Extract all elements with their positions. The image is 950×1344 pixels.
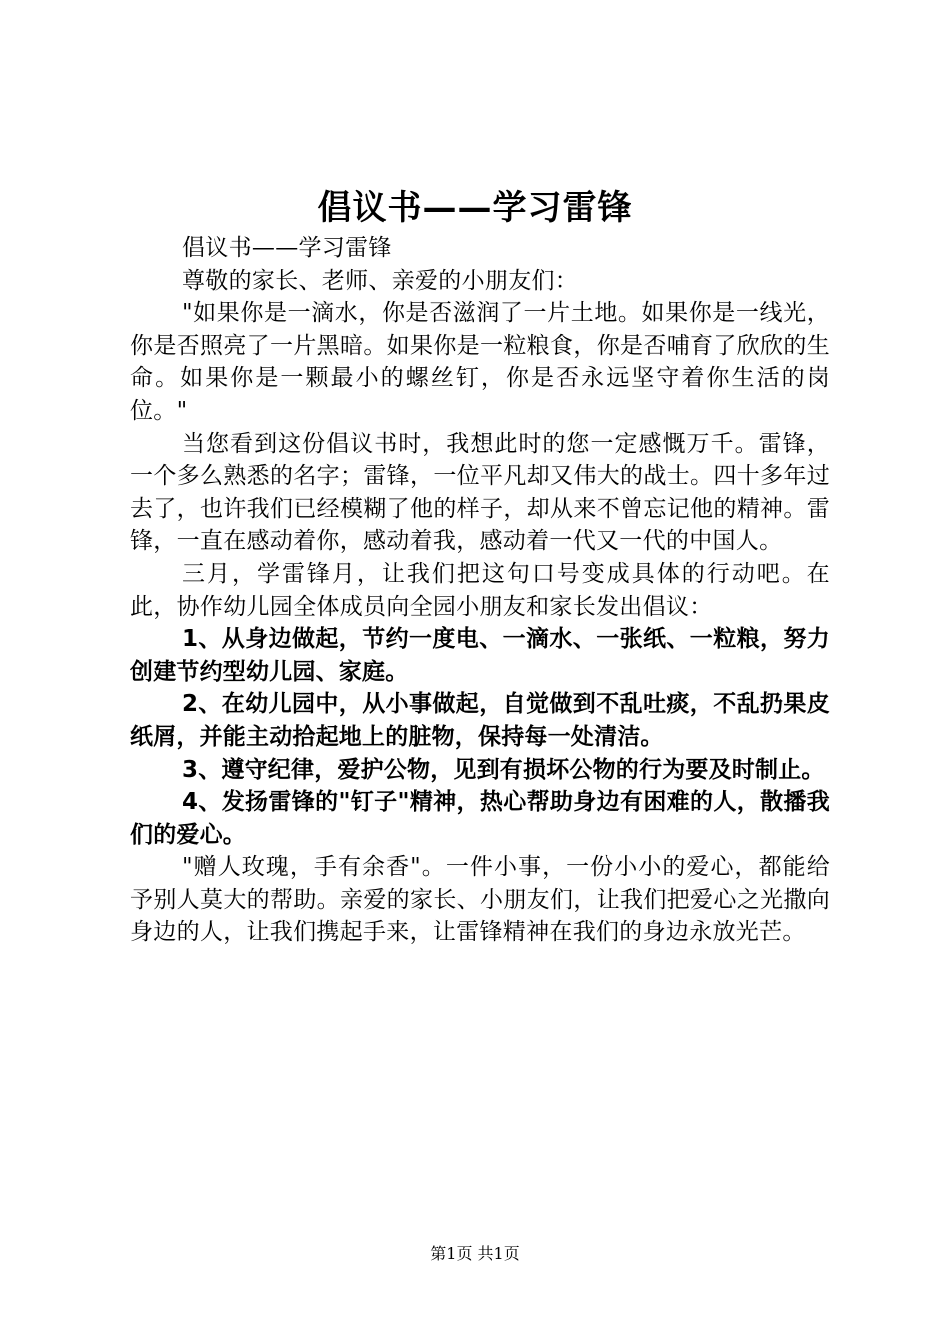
paragraph-salutation: 尊敬的家长、老师、亲爱的小朋友们： <box>182 267 579 294</box>
document-title: 倡议书——学习雷锋 <box>317 188 633 228</box>
proposal-item-4: 4、发扬雷锋的"钉子"精神，热心帮助身边有困难的人，散播我们的爱心。 <box>130 789 830 848</box>
paragraph-quote: "如果你是一滴水，你是否滋润了一片土地。如果你是一线光，你是否照亮了一片黑暗。如果你是一粒粮食，你是否哺育了欣欣的生命。如果你是一颗最小的螺丝钉，你是否永远坚守着你生活的岗位。" <box>130 300 830 424</box>
paragraph-closing: "赠人玫瑰，手有余香"。一件小事，一份小小的爱心，都能给予别人莫大的帮助。亲爱的家长、小朋友们，让我们把爱心之光撒向身边的人，让我们携起手来，让雷锋精神在我们的身边永放光芒。 <box>130 854 830 946</box>
proposal-item-3: 3、遵守纪律，爱护公物，见到有损坏公物的行为要及时制止。 <box>182 756 825 783</box>
document-body <box>130 232 830 949</box>
paragraph-call: 三月，学雷锋月，让我们把这句口号变成具体的行动吧。在此，协作幼儿园全体成员向全园小朋友和家长发出倡议： <box>130 560 830 620</box>
proposal-item-2: 2、在幼儿园中，从小事做起，自觉做到不乱吐痰，不乱扔果皮纸屑，并能主动拾起地上的脏物，保持每一处清洁。 <box>130 691 830 750</box>
paragraph-heading: 倡议书——学习雷锋 <box>182 235 392 261</box>
proposal-item-1: 1、从身边做起，节约一度电、一滴水、一张纸、一粒粮，努力创建节约型幼儿园、家庭。 <box>130 626 830 685</box>
page-footer: 第1页 共1页 <box>430 1244 520 1263</box>
paragraph-intro: 当您看到这份倡议书时，我想此时的您一定感慨万千。雷锋，一个多么熟悉的名字；雷锋，一位平凡却又伟大的战士。四十多年过去了，也许我们已经模糊了他的样子，却从来不曾忘记他的精神。雷锋，一直在感动着你，感动着我，感动着一代又一代的中国人。 <box>130 430 830 555</box>
